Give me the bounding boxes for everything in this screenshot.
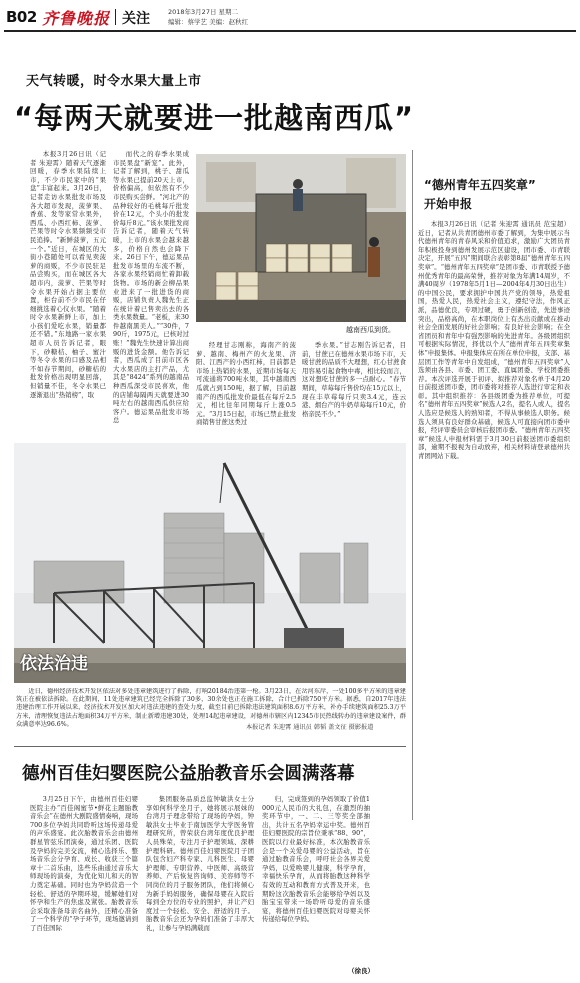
concert-col-1: 3月25日下午，由德州百佳妇婴医院主办“百佳阁蜜节•鲜花主题胎教音乐会”在德州大剧院盛情奏响，现场700多位孕妈共同聆听这场传递母爱的声乐盛宴。此次胎教音乐会由德州群星管弦乐团演奏，通过乐团、医院及孕妈的完美交流，精心选择乐、整场音乐会分孕育、成长、收获三个篇章十二首乐曲，选些乐曲通过音乐大师现场的演奏，为优化知儿和天的智力奠定基础。同时也为孕妈营造一个轻松、舒适的孕期环境，缓解她们对怀孕和生产的焦虑及紧张。胎教音乐会采取准备母亲名曲外，还精心准备了一个科学的“孕子环节，现场邀请到了百佳国际: [30, 795, 138, 932]
demolition-credit: 本报记者 朱迎霄 通讯员 韩韬 盖文征 摄影报道: [246, 724, 374, 731]
page-number: B02: [6, 8, 37, 26]
concert-col-2: 集团服务品质总监钟敏洪女士分享如何科学坐月子，她将展示展妹的台湾月子理念带给了现场的孕妈，钟敏洪女士毕业于南加医学大学医务管理研究所，曾荣获台湾年度优良护理人员殊荣，专注月子护理领域、深耕护理科研。德州百佳妇婴医院月子团队包含妇产科专家、儿科医生、母婴护理师、专职营养、中医师、高级营养师、产后恢复咨询师、美容师等不同岗位的月子服务团队，他们将倾心为新手妈妈服务，确保母婴在入院后每到全方位的专业的照护，并让产妇度过一个轻松、安全、舒适的月子。胎教音乐会还为孕妈们准备了丰厚大礼，让参与孕妈满载而: [146, 795, 254, 932]
melon-col-4: 季水果。”甘志刚告诉记者，目前，甘蔗已在德州水果市场下市，天暖甘蔗的品质不大理想，红心甘蔗食用容易引起食物中毒，相比较而言，这对想吃甘蔗的多一点耐心。“春节期间，草莓每斤售价均在15元以上，现在丰草莓每斤只卖3.4元，连云港、烟台产的牛奶草莓每斤10元，价格亲民不少。”: [302, 341, 406, 418]
melon-kicker: 天气转暖，时令水果大量上市: [26, 74, 202, 89]
award-subhead: 开始申报: [424, 197, 473, 211]
date-line: 2018年3月27日 星期二: [168, 8, 239, 16]
demolition-photo: [14, 443, 406, 683]
melon-col-3: 经理甘志刚称，海南产的菠萝、越南、梅州产的火龙果、济阳、江西产的小西红柿，目前都是市场上热销的水果，近期市场每天可流通将700吨水果，其中越南西瓜就占到150吨，据了解，目前越南产的西瓜批发价最低在每斤2.5元，相比往年同期每斤上涨0.5元。“3月15日起，市场已禁止批发商销售甘蔗这类过: [196, 341, 296, 427]
melon-photo: [196, 154, 406, 322]
award-body: 本报3月26日讯（记者 朱迎霄 通讯员 范宝超）近日，记者从共青团德州市委了解到，为集中展示当代德州青年的青春风采和价值追求，激励广大团员青年积极投身到德州发展示范区建设，团市委、市青联决定，开展“五四”期间联合表彰第8届“德州青年五四奖章”。“德州青年五四奖章”是团市委、市青联授予德州优秀青年的最高荣誉，推荐对象为年满14周岁，不满40周岁（1978年5月1日—2004年4月30日出生）的中国公民，要求拥护中国共产党的领导，热爱祖国，热爱人民，热爱社会主义，遵纪守法，作风正派，品德优良，专项过硬，勇于创新创造，先进事迹突出，品格高尚，在本职岗位上有杰出贡献或在推动社会全面发展的好社会影响；有良好社会影响；在全省团员和青年中有强烈影响的先进青年。各级团组织可根据实际情况，择优以个人“德州青年五四奖章集体”申报集体。申报集体应在所在单位申报，支部、基层团工作等青年中自发组成，“德州青年五四奖章”人选须由各县、市委、团工委、直属团委、学校团委推荐。本次评选开展于初评、拟推荐对象名单于4月20日前报送团市委，团市委将对推荐人选进行审定和表彰。其中组织推荐：各县级团委为推荐单位，可提名“德州青年五四奖章”候选人2名，提名人或人，提名人选应是候选人的熟知者，不得从事候选人职务。候选人须具有良好群众基础，候选人可直接向团市委申报，经评审委员会审核后报团市委。“德州青年五四奖章”候选人申报材料需于3月30日前报送团市委组织部，逾期不报视为自动放弃，相关材料请登录德州共青团网站下载。: [418, 220, 570, 461]
melon-col-2: 而代之的春季水果成市民果盘“新宠”。此外，记者了解到，桃子、甜瓜等水果已提前20天上市，价格偏高，但依然有不少市民购买尝鲜。“河北产的品种较好的毛桃每斤批发价在12元，个头小的批发价每斤8元。”该水果批发商告诉记者，随着天气转暖，上市的水果会越来越多，价格自然也会降下来。26日下午，德运果品批发市场里的车流不断，各家水果经销商忙着卸载货物。市场的新会柳品果业进来了一批进货的商贩，店铺负责人魏先生正在统计着已售卖出去的各类水果数量。“老板，来30件越南黑美人。”“30件，790斤，1975元，已核对过账！”魏先生快速计算出商贩的进货金额。他告诉记者，西瓜成了目前市区各大水果店的主打产品，尤其是“8424”系列的越南品种西瓜深受市民喜欢，他的店铺每隔两天就要进30吨左右的越南西瓜供应给客户。德运果品批发市场总: [113, 150, 189, 425]
section-title: 关注: [122, 11, 150, 27]
demolition-caption: 近日，德州经济技术开发区依法对多处违章建筑进行了拆除，打响20184治违第一枪。3月23日，在岔河东岸，一处100多平方米的违章建筑正在被依法拆除。在此期间，11处违章建筑已经完全拆除了30多，30余处也正在施工拆除，合计已拆除750平方米。据悉，自2017年违法违建治理工作开展以来，经济技术开发区加大对违法违建的查处力度，截至目前已拆除违法建筑面积8.6万平方米，补办手续建筑面积25.3万平方米，清理恢复违法占地面积34万平方米，制止新增违建30处，处理14起违章建设，对德州市辖区内12345市民热线转办的违章建设案件，群众满意率达96.6%。: [16, 688, 406, 728]
demolition-photo-illustration: [14, 443, 406, 683]
award-headline: “德州青年五四奖章”: [424, 178, 536, 192]
demolition-photo-label: 依法治违: [20, 654, 88, 674]
concert-credit: （徐良）: [348, 967, 374, 975]
header-divider-vertical: [115, 9, 116, 25]
concert-headline: 德州百佳妇婴医院公益胎教音乐会圆满落幕: [22, 764, 355, 784]
concert-col-3: 归，完成签到的孕妈领取了价值1000元人民币的大礼包，在激烈的抽奖环节中，一、二、三等奖全部抽出，共计五名孕妈幸运中奖。德州百佳妇婴医院的宗旨位秉承“88、90”，医院以行业最好标准，本次胎教音乐会是一个关爱母婴的公益活动，旨在通过胎教音乐会，呼吁社会各界关爱孕妈，以爱唤婴儿健康，科学孕育，幸福快乐孕育，从而将胎教这种科学有效的互动和教育方式普及开来，也期盼这次胎教音乐会能够给孕妈以及胎宝宝带来一场聆听母爱的音乐盛宴，将德州百佳妇婴医院对母婴关怀传递给每位孕妈。: [262, 795, 370, 924]
melon-photo-caption: 越南西瓜到货。: [346, 326, 395, 334]
newspaper-logo: 齐鲁晚报: [42, 9, 111, 28]
concert-top-rule: [14, 746, 406, 747]
melon-photo-illustration: [196, 154, 406, 322]
melon-headline: “每两天就要进一批越南西瓜”: [14, 101, 415, 135]
header-rule: [4, 30, 576, 32]
column-divider: [412, 150, 413, 820]
editors-line: 编辑：蔡学艺 美编：赵秋红: [168, 18, 249, 26]
melon-col-1: 本报3月26日讯（记者 朱迎霄）随着天气逐渐回暖，春季水果陆续上市，不少市民家中的“果盘”丰富起来。3月26日，记者走访水果批发市场及各大超市发现，菠萝果、香蕉、发等家常水果外，西瓜、小西红柿、菠萝、芒果等时令水果频频受市民追捧。“新鲜菠萝，五元一个。”近日，在城区的大街小巷随处可以看见卖菠萝的商贩，不少市民驻足品尝购买，而在城区各大超市内，菠萝、芒果等时令水果开始占据主要位置，柜台前不少市民在仔细挑选着心仪水果。“随着时令水果新鲜上市，加上小孩们爱吃水果，销量都还不错。”东地路一家水果超市人员告诉记者，眼下，砂糖桔、柚子、蜜汁等冬令水果的口感及品相不如春节期间，砂糖桔的批发价格出现明显回落，但销量不佳，冬令水果已逐渐退出“热销榜”，取: [30, 150, 106, 399]
